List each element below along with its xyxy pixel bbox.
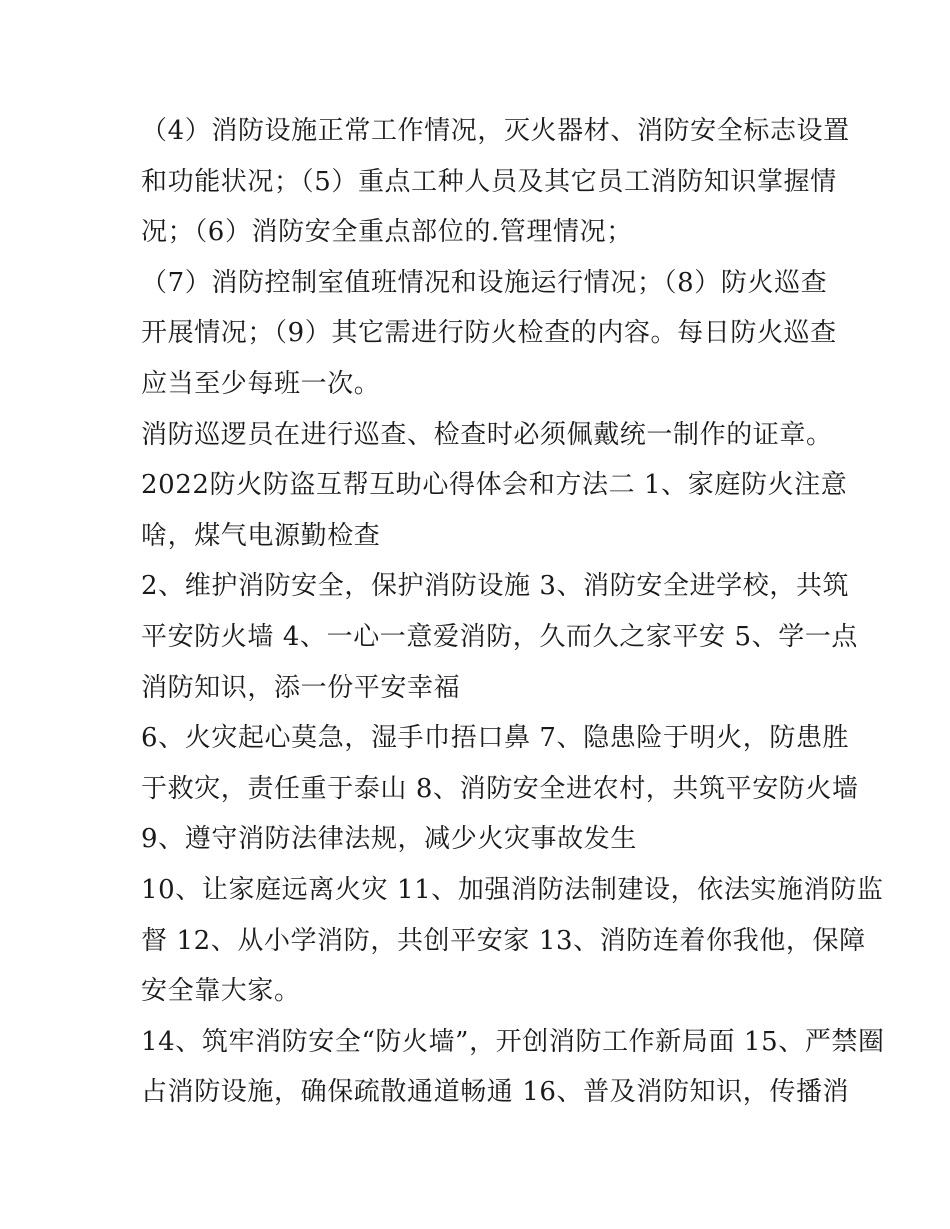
text-line: 应当至少每班一次。 (141, 368, 381, 399)
text-line: 10、让家庭远离火灾 11、加强消防法制建设，依法实施消防监 (141, 874, 884, 905)
text-line: 于救灾，责任重于泰山 8、消防安全进农村，共筑平安防火墙 (141, 773, 859, 804)
text-line: 安全靠大家。 (141, 976, 301, 1007)
text-line: 况；（6）消防安全重点部位的.管理情况； (141, 217, 633, 248)
text-line: 6、火灾起心莫急，湿手巾捂口鼻 7、隐患险于明火，防患胜 (141, 723, 850, 754)
text-line: 消防知识，添一份平安幸福 (141, 672, 461, 703)
text-line: 9、遵守消防法律法规，减少火灾事故发生 (141, 824, 637, 855)
text-line: 占消防设施，确保疏散通道畅通 16、普及消防知识，传播消 (141, 1077, 850, 1108)
text-line: 和功能状况；（5）重点工种人员及其它员工消防知识掌握情 (141, 166, 837, 197)
text-line: 消防巡逻员在进行巡查、检查时必须佩戴统一制作的证章。 (141, 419, 833, 450)
text-line: 2、维护消防安全，保护消防设施 3、消防安全进学校，共筑 (141, 571, 850, 602)
text-line: （7）消防控制室值班情况和设施运行情况；（8）防火巡查 (141, 267, 828, 298)
document-body (141, 106, 885, 1118)
text-line: 啥，煤气电源勤检查 (141, 520, 381, 551)
text-line: （4）消防设施正常工作情况，灭火器材、消防安全标志设置 (141, 116, 850, 146)
text-line: 督 12、从小学消防，共创平安家 13、消防连着你我他，保障 (141, 925, 866, 956)
text-line: 14、筑牢消防安全“防火墙”，开创消防工作新局面 15、严禁圈 (141, 1026, 885, 1057)
text-line: 2022防火防盗互帮互助心得体会和方法二 1、家庭防火注意 (141, 470, 848, 501)
text-line: 平安防火墙 4、一心一意爱消防，久而久之家平安 5、学一点 (141, 621, 859, 652)
text-line: 开展情况；（9）其它需进行防火检查的内容。每日防火巡查 (141, 318, 837, 349)
